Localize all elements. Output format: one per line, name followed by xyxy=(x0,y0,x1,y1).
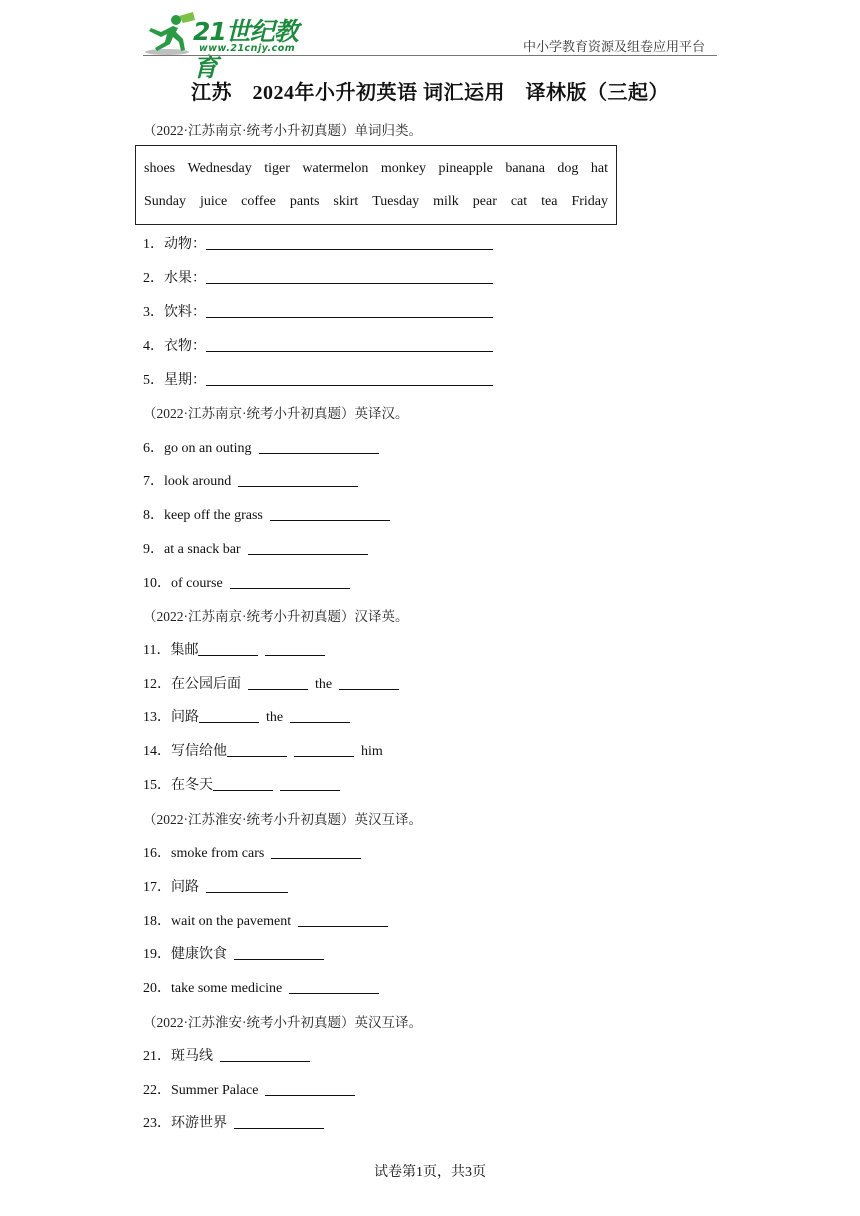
question-text: wait on the pavement xyxy=(171,914,292,929)
word-box-word: dog xyxy=(557,161,579,176)
answer-blank[interactable] xyxy=(213,777,273,791)
question-number: 16． xyxy=(143,846,171,861)
question-end-word: him xyxy=(361,744,383,759)
question-number: 21． xyxy=(143,1049,171,1064)
word-box-word: banana xyxy=(505,161,545,176)
logo-text: 21世纪教育 xyxy=(193,17,298,82)
question-number: 15． xyxy=(143,778,171,793)
word-box-word: tiger xyxy=(264,161,290,176)
question-number: 7． xyxy=(143,474,164,489)
question-number: 5． xyxy=(143,373,164,388)
word-box-word: monkey xyxy=(380,161,426,176)
question-number: 14． xyxy=(143,744,171,759)
answer-blank[interactable] xyxy=(206,270,493,284)
section-heading: （2022·江苏南京·统考小升初真题）单词归类。 xyxy=(143,123,422,138)
question-text: 在公园后面 xyxy=(171,677,241,692)
question-text: keep off the grass xyxy=(164,508,263,523)
question-5 xyxy=(143,369,493,389)
question-number: 6． xyxy=(143,441,164,456)
word-box-word: coffee xyxy=(241,194,276,209)
word-box-word: Wednesday xyxy=(187,161,252,176)
answer-blank[interactable] xyxy=(294,743,354,757)
question-number: 17． xyxy=(143,880,171,895)
question-number: 2． xyxy=(143,271,164,286)
question-22 xyxy=(143,1079,355,1099)
question-text: 在冬天 xyxy=(171,778,213,793)
answer-blank[interactable] xyxy=(271,845,361,859)
question-text: 衣物： xyxy=(164,339,206,354)
section-heading: （2022·江苏南京·统考小升初真题）英译汉。 xyxy=(143,406,409,421)
answer-blank[interactable] xyxy=(206,304,493,318)
question-23 xyxy=(143,1112,324,1132)
answer-blank[interactable] xyxy=(206,338,493,352)
question-mid-word: the xyxy=(266,710,284,725)
runner-logo-icon xyxy=(143,12,199,56)
answer-blank[interactable] xyxy=(238,473,358,487)
answer-blank[interactable] xyxy=(206,236,493,250)
answer-blank[interactable] xyxy=(265,1082,355,1096)
question-text: of course xyxy=(171,576,223,591)
question-number: 4． xyxy=(143,339,164,354)
answer-blank[interactable] xyxy=(270,507,390,521)
answer-blank[interactable] xyxy=(259,440,379,454)
word-box-line-1 xyxy=(144,161,608,177)
section-heading: （2022·江苏淮安·统考小升初真题）英汉互译。 xyxy=(143,812,422,827)
question-text: 集邮 xyxy=(170,643,199,658)
question-number: 23． xyxy=(143,1116,171,1131)
page-header xyxy=(143,10,717,82)
word-box-word: Sunday xyxy=(144,194,186,209)
question-15 xyxy=(143,774,340,794)
question-19 xyxy=(143,943,324,963)
question-number: 22． xyxy=(143,1083,171,1098)
question-number: 1． xyxy=(143,237,164,252)
question-2 xyxy=(143,267,493,287)
answer-blank[interactable] xyxy=(290,709,350,723)
answer-blank[interactable] xyxy=(280,777,340,791)
word-box-word: cat xyxy=(510,194,528,209)
word-box xyxy=(135,145,617,225)
question-18 xyxy=(143,910,388,930)
word-box-word: milk xyxy=(433,194,459,209)
word-box-word: pineapple xyxy=(438,161,493,176)
question-number: 9． xyxy=(143,542,164,557)
word-box-word: pants xyxy=(289,194,320,209)
answer-blank[interactable] xyxy=(298,913,388,927)
word-box-word: skirt xyxy=(333,194,359,209)
question-3 xyxy=(143,301,493,321)
answer-blank[interactable] xyxy=(198,642,258,656)
answer-blank[interactable] xyxy=(234,1115,324,1129)
question-21 xyxy=(143,1045,310,1065)
question-17 xyxy=(143,876,288,896)
question-8 xyxy=(143,504,390,524)
answer-blank[interactable] xyxy=(206,372,493,386)
question-text: 饮料： xyxy=(164,305,206,320)
page-title: 江苏 2024年小升初英语 词汇运用 译林版（三起） xyxy=(191,82,669,104)
answer-blank[interactable] xyxy=(339,676,399,690)
answer-blank[interactable] xyxy=(206,879,288,893)
question-9 xyxy=(143,538,368,558)
question-number: 3． xyxy=(143,305,164,320)
question-number: 20． xyxy=(143,981,171,996)
section-heading: （2022·江苏淮安·统考小升初真题）英汉互译。 xyxy=(143,1015,422,1030)
question-14 xyxy=(143,740,383,760)
section-heading: （2022·江苏南京·统考小升初真题）汉译英。 xyxy=(143,609,409,624)
word-box-word: Friday xyxy=(571,194,608,209)
question-1 xyxy=(143,233,493,253)
question-number: 8． xyxy=(143,508,164,523)
question-20 xyxy=(143,977,379,997)
question-7 xyxy=(143,470,358,490)
answer-blank[interactable] xyxy=(248,676,308,690)
question-text: 健康饮食 xyxy=(171,947,227,962)
question-4 xyxy=(143,335,493,355)
question-text: 写信给他 xyxy=(171,744,227,759)
question-11 xyxy=(143,639,325,659)
question-number: 18． xyxy=(143,914,171,929)
question-text: at a snack bar xyxy=(164,542,241,557)
question-16 xyxy=(143,842,361,862)
logo xyxy=(143,12,318,82)
question-number: 12． xyxy=(143,677,171,692)
question-12 xyxy=(143,673,399,693)
question-text: 水果： xyxy=(164,271,206,286)
question-text: take some medicine xyxy=(171,981,283,996)
header-divider xyxy=(143,55,717,56)
word-box-word: pear xyxy=(472,194,497,209)
question-text: 环游世界 xyxy=(171,1116,227,1131)
answer-blank[interactable] xyxy=(199,709,259,723)
question-text: 星期： xyxy=(164,373,206,388)
answer-blank[interactable] xyxy=(227,743,287,757)
question-10 xyxy=(143,572,350,592)
page-footer: 试卷第1页，共3页 xyxy=(374,1165,486,1180)
word-box-word: tea xyxy=(541,194,558,209)
question-number: 19． xyxy=(143,947,171,962)
question-text: 斑马线 xyxy=(171,1049,213,1064)
question-text: 动物： xyxy=(164,237,206,252)
question-number: 13． xyxy=(143,710,171,725)
question-text: smoke from cars xyxy=(171,846,265,861)
answer-blank[interactable] xyxy=(230,575,350,589)
word-box-word: hat xyxy=(590,161,608,176)
question-text: Summer Palace xyxy=(171,1083,259,1098)
word-box-word: shoes xyxy=(144,161,176,176)
answer-blank[interactable] xyxy=(220,1048,310,1062)
word-box-word: watermelon xyxy=(302,161,369,176)
word-box-word: juice xyxy=(199,194,228,209)
answer-blank[interactable] xyxy=(234,946,324,960)
question-text: look around xyxy=(164,474,232,489)
logo-url: www.21cnjy.com xyxy=(199,43,296,54)
question-6 xyxy=(143,437,379,457)
question-number: 10． xyxy=(143,576,171,591)
question-13 xyxy=(143,706,350,726)
question-text: 问路 xyxy=(171,710,199,725)
platform-name: 中小学教育资源及组卷应用平台 xyxy=(522,39,705,54)
word-box-line-2 xyxy=(144,194,608,210)
word-box-word: Tuesday xyxy=(372,194,420,209)
answer-blank[interactable] xyxy=(289,980,379,994)
question-number: 11． xyxy=(143,643,171,658)
question-mid-word: the xyxy=(315,677,333,692)
question-text: 问路 xyxy=(171,880,199,895)
question-text: go on an outing xyxy=(164,441,252,456)
answer-blank[interactable] xyxy=(265,642,325,656)
answer-blank[interactable] xyxy=(248,541,368,555)
